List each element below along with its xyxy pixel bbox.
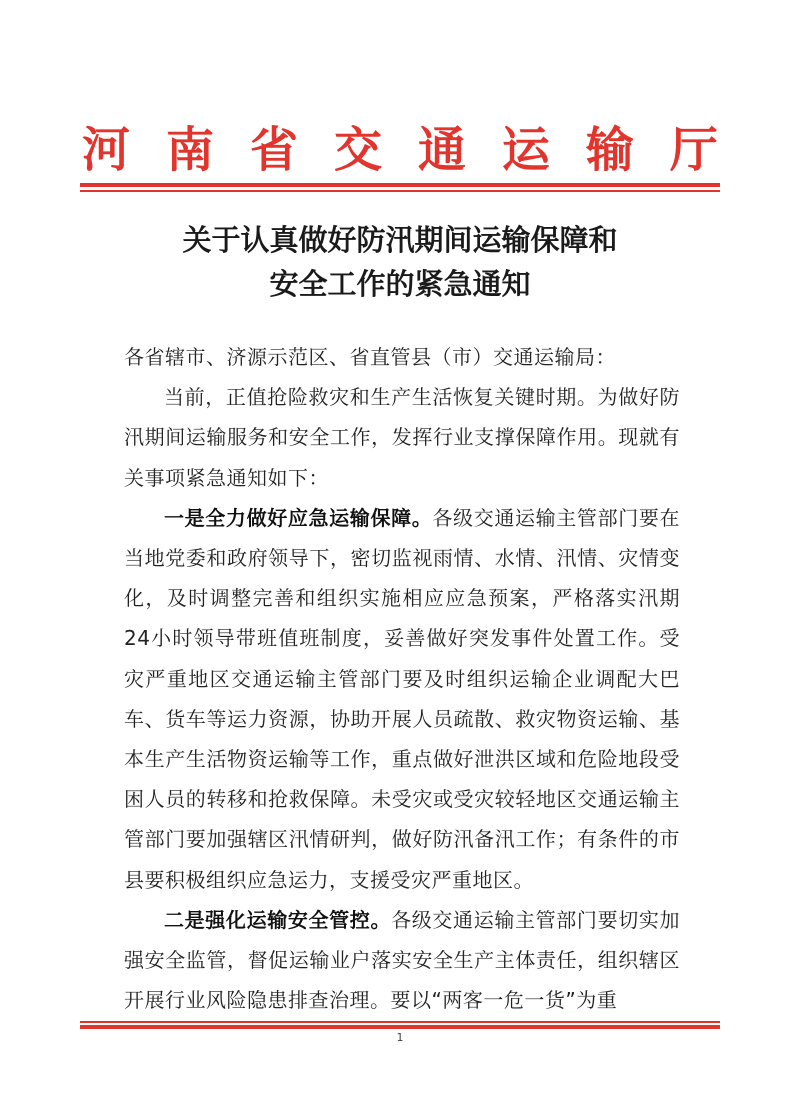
- header-char: 输: [585, 122, 634, 178]
- item-1-lead: 一是全力做好应急运输保障。: [164, 505, 433, 530]
- intro-paragraph: 当前，正值抢险救灾和生产生活恢复关键时期。为做好防汛期间运输服务和安全工作，发挥行业支撑保障作用。现就有关事项紧急通知如下：: [124, 385, 680, 490]
- header-char: 河: [82, 122, 131, 178]
- header-char: 通: [417, 122, 466, 178]
- item-2-paragraph: [124, 900, 680, 1021]
- header-divider-thin: [80, 190, 720, 192]
- header-divider-thick: [80, 183, 720, 187]
- item-2-text: 各级交通运输主管部门要切实加强安全监管，督促运输业户落实安全生产主体责任，组织辖区开展行业风险隐患排查治理。要以“两客一危一货”为重: [124, 907, 681, 1013]
- title-line-2: 安全工作的紧急通知: [269, 267, 531, 301]
- header-char: 南: [165, 122, 214, 178]
- document-title: [80, 218, 720, 306]
- page-number: 1: [396, 1031, 404, 1044]
- item-1-paragraph: [124, 498, 680, 900]
- document-body: [124, 337, 680, 1020]
- addressee: 各省辖市、济源示范区、省直管县（市）交通运输局：: [124, 345, 616, 369]
- footer-divider-thick: [80, 1025, 720, 1029]
- organization-header: [82, 118, 718, 182]
- footer-divider-thin: [80, 1021, 720, 1023]
- header-char: 省: [249, 122, 298, 178]
- header-char: 交: [333, 122, 382, 178]
- item-2-lead: 二是强化运输安全管控。: [164, 907, 392, 932]
- header-char: 运: [501, 122, 550, 178]
- item-1-text: 各级交通运输主管部门要在当地党委和政府领导下，密切监视雨情、水情、汛情、灾情变化，及时调整完善和组织实施相应应急预案，严格落实汛期24小时领导带班值班制度，妥善做好突发事件处置工作。受灾严重地区交通运输主管部门要及时组织运输企业调配大巴车、货车等运力资源，协助开展人员疏散、救灾物资运输、基本生产生活物资运输等工作，重点做好泄洪区域和危险地段受困人员的转移和抢救保障。未受灾或受灾较轻地区交通运输主管部门要加强辖区汛情研判，做好防汛备汛工作；有条件的市县要积极组织应急运力，支援受灾严重地区。: [124, 505, 681, 892]
- header-char: 厅: [669, 122, 718, 178]
- title-line-1: 关于认真做好防汛期间运输保障和: [182, 223, 618, 257]
